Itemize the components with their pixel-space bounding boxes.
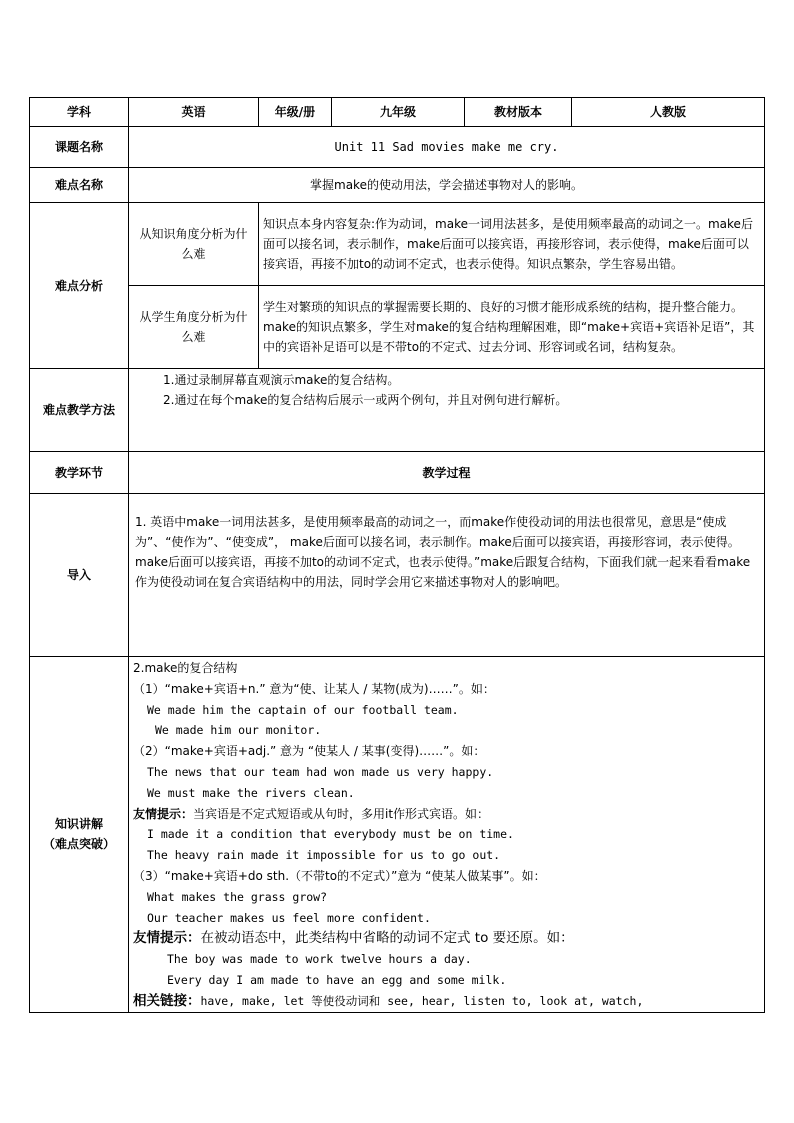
knowledge-sublabel: （难点突破） (42, 837, 115, 852)
tip-2-text: 在被动语态中，此类结构中省略的动词不定式 to 要还原。如： (200, 930, 574, 947)
structure-1-title: （1）“make+宾语+n.” 意为“使、让某人 / 某物(成为)……”。如： (133, 681, 495, 696)
grade-value: 九年级 (332, 98, 465, 127)
difficulty-value: 掌握make的使动用法，学会描述事物对人的影响。 (129, 168, 765, 203)
analysis-row-student (30, 286, 765, 369)
stage-label: 教学环节 (30, 452, 129, 494)
structure-2-example-2: We must make the rivers clean. (147, 785, 355, 800)
structure-3-example-1: What makes the grass grow? (147, 889, 328, 904)
tip-1-example-2: The heavy rain made it impossible for us to go out. (147, 848, 501, 863)
lesson-title-label: 课题名称 (30, 127, 129, 168)
tip-2-example-2: Every day I am made to have an egg and some milk. (167, 972, 507, 987)
structure-1-example-1: We made him the captain of our football team. (147, 702, 459, 717)
lesson-title-value: Unit 11 Sad movies make me cry. (129, 127, 765, 168)
student-angle-text: 学生对繁琐的知识点的掌握需要长期的、良好的习惯才能形成系统的结构，提升整合能力。make的知识点繁多，学生对make的复合结构理解困难，即“make+宾语+宾语补足语”，其中的宾语补足语可以是不带to的不定式、过去分词、形容词或名词，结构复杂。 (259, 286, 765, 369)
tip-1-text: 当宾语是不定式短语或从句时，多用it作形式宾语。如： (193, 806, 490, 821)
lesson-plan-table (29, 97, 765, 1013)
structure-2-example-1: The news that our team had won made us very happy. (147, 764, 494, 779)
knowledge-label-cell (30, 657, 129, 1013)
tip-1-label: 友情提示： (133, 806, 194, 821)
intro-text: 1. 英语中make一词用法甚多，是使用频率最高的动词之一，而make作使役动词的用法也很常见，意思是“使成为”、“使作为”、“使变成”， make后面可以接名词，表示制作。make后面可以接宾语，再接形容词，表示使得。make后面可以接宾语，再接不加to的动词不定式，也表示使得。”make后跟复合结构，下面我们就一起来看看make作为使役动词在复合宾语结构中的用法，同时学会用它来描述事物对人的影响吧。 (135, 515, 751, 589)
knowledge-label: 知识讲解 (54, 817, 103, 832)
student-angle-label: 从学生角度分析为什么难 (129, 286, 259, 369)
knowledge-content (129, 657, 765, 1013)
analysis-row-knowledge (30, 203, 765, 286)
process-header-row (30, 452, 765, 494)
structure-1-example-2: We made him our monitor. (155, 723, 322, 738)
related-link-text: have, make, let 等使役动词和 see, hear, listen to, look at, watch, (200, 993, 644, 1008)
intro-label: 导入 (30, 494, 129, 657)
header-row (30, 98, 765, 127)
method-content (129, 369, 765, 452)
edition-label: 教材版本 (465, 98, 572, 127)
knowledge-heading: 2.make的复合结构 (133, 661, 238, 675)
structure-3-title: （3）“make+宾语+do sth.（不带to的不定式）”意为 “使某人做某事”。如： (133, 868, 546, 883)
method-item-1: 1.通过录制屏幕直观演示make的复合结构。 (163, 373, 400, 387)
tip-2-label: 友情提示： (133, 930, 201, 947)
analysis-label: 难点分析 (30, 203, 129, 369)
method-row (30, 369, 765, 452)
tip-1-example-1: I made it a condition that everybody must be on time. (147, 827, 514, 842)
difficulty-label: 难点名称 (30, 168, 129, 203)
knowledge-angle-label: 从知识角度分析为什么难 (129, 203, 259, 286)
tip-2 (133, 928, 760, 949)
grade-label: 年级/册 (259, 98, 332, 127)
method-label: 难点教学方法 (30, 369, 129, 452)
lesson-title-row (30, 127, 765, 168)
tip-1 (133, 804, 760, 825)
structure-3-example-2: Our teacher makes us feel more confident. (147, 910, 431, 925)
intro-content (129, 494, 765, 657)
related-link-label: 相关链接： (133, 992, 201, 1009)
process-label: 教学过程 (129, 452, 765, 494)
difficulty-row (30, 168, 765, 203)
subject-label: 学科 (30, 98, 129, 127)
method-item-2: 2.通过在每个make的复合结构后展示一或两个例句，并且对例句进行解析。 (163, 393, 568, 407)
tip-2-example-1: The boy was made to work twelve hours a day. (167, 952, 472, 967)
knowledge-row (30, 657, 765, 1013)
related-link (133, 991, 760, 1012)
subject-value: 英语 (129, 98, 259, 127)
knowledge-angle-text: 知识点本身内容复杂:作为动词，make一词用法甚多，是使用频率最高的动词之一。make后面可以接名词，表示制作，make后面可以接宾语，再接形容词，表示使得，make后面可以接宾语，再接不加to的动词不定式，也表示使得。知识点繁杂，学生容易出错。 (259, 203, 765, 286)
intro-row (30, 494, 765, 657)
edition-value: 人教版 (572, 98, 765, 127)
structure-2-title: （2）“make+宾语+adj.” 意为 “使某人 / 某事(变得)……”。如： (133, 744, 486, 759)
